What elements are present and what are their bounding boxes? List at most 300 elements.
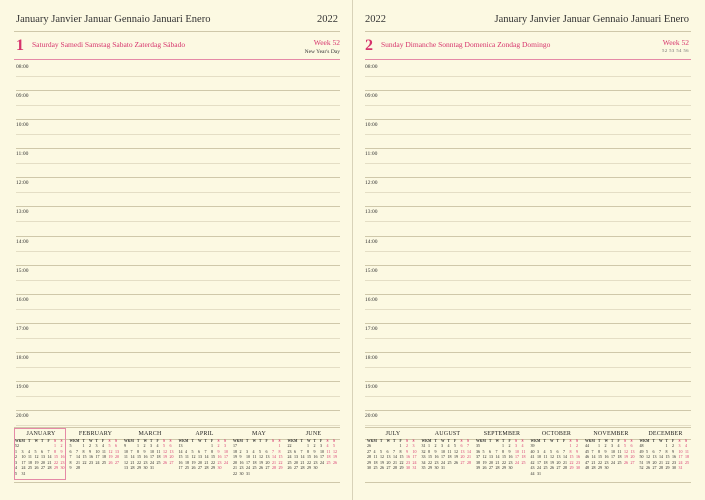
day-cell[interactable]: 2 bbox=[604, 443, 607, 448]
day-cell[interactable]: 30 bbox=[576, 465, 580, 471]
day-cell[interactable]: 20 bbox=[460, 454, 465, 460]
day-cell[interactable]: 24 bbox=[611, 459, 615, 465]
day-cell[interactable]: 12 bbox=[646, 454, 650, 460]
day-cell[interactable]: 16 bbox=[672, 454, 676, 460]
mini-calendar[interactable] bbox=[15, 431, 67, 477]
mini-calendar[interactable] bbox=[640, 431, 692, 471]
day-cell[interactable]: 15 bbox=[211, 454, 215, 460]
day-cell[interactable]: 14 bbox=[591, 454, 596, 460]
day-cell[interactable]: 16 bbox=[217, 454, 222, 460]
day-cell[interactable]: 25 bbox=[521, 459, 526, 465]
day-cell[interactable]: 17 bbox=[320, 454, 324, 460]
day-cell[interactable]: 22 bbox=[569, 459, 574, 465]
day-cell[interactable]: 25 bbox=[685, 459, 689, 465]
hour-row[interactable] bbox=[365, 353, 691, 382]
day-cell[interactable]: 10 bbox=[150, 448, 154, 454]
day-cell[interactable]: 25 bbox=[617, 459, 622, 465]
day-cell[interactable]: 15 bbox=[278, 454, 283, 460]
day-cell[interactable]: 26 bbox=[34, 465, 39, 471]
day-cell[interactable]: 16 bbox=[508, 454, 513, 460]
day-cell[interactable]: 23 bbox=[406, 459, 410, 465]
day-cell[interactable]: 16 bbox=[604, 454, 609, 460]
day-cell[interactable]: 21 bbox=[495, 459, 500, 465]
day-cell[interactable]: 22 bbox=[137, 459, 141, 465]
day-cell[interactable]: 8 bbox=[569, 448, 572, 454]
day-cell[interactable]: 12 bbox=[380, 454, 384, 460]
day-cell[interactable]: 20 bbox=[41, 459, 45, 465]
day-cell[interactable]: 28 bbox=[495, 465, 500, 471]
day-cell[interactable]: 2 bbox=[143, 443, 146, 448]
day-cell[interactable]: 23 bbox=[672, 459, 676, 465]
day-cell[interactable]: 12 bbox=[454, 448, 458, 454]
day-cell[interactable]: 23 bbox=[604, 459, 609, 465]
day-cell[interactable]: 1 bbox=[665, 443, 668, 448]
day-cell[interactable]: 9 bbox=[143, 448, 146, 454]
day-cell[interactable]: 2 bbox=[60, 443, 63, 448]
day-cell[interactable]: 3 bbox=[21, 448, 24, 454]
day-cell[interactable]: 26 bbox=[482, 465, 487, 471]
day-cell[interactable]: 31 bbox=[537, 470, 541, 476]
day-cell[interactable]: 29 bbox=[428, 465, 432, 471]
day-cell[interactable]: 29 bbox=[502, 465, 506, 471]
day-cell[interactable]: 30 bbox=[239, 470, 244, 476]
day-cell[interactable]: 18 bbox=[102, 454, 106, 460]
day-cell[interactable]: 30 bbox=[672, 465, 676, 471]
day-cell[interactable]: 4 bbox=[521, 443, 524, 448]
day-cell[interactable]: 15 bbox=[569, 454, 574, 460]
day-cell[interactable]: 19 bbox=[646, 459, 650, 465]
hour-row[interactable] bbox=[365, 62, 691, 91]
day-cell[interactable]: 9 bbox=[89, 448, 91, 454]
day-cell[interactable]: 16 bbox=[60, 454, 65, 460]
day-cell[interactable]: 17 bbox=[537, 459, 541, 465]
day-cell[interactable]: 22 bbox=[54, 459, 58, 465]
day-cell[interactable]: 3 bbox=[412, 443, 415, 448]
day-cell[interactable]: 13 bbox=[556, 454, 561, 460]
day-cell[interactable]: 18 bbox=[185, 459, 189, 465]
day-cell[interactable]: 16 bbox=[89, 454, 93, 460]
day-cell[interactable]: 29 bbox=[598, 465, 602, 471]
day-cell[interactable]: 11 bbox=[326, 448, 331, 454]
day-cell[interactable]: 16 bbox=[313, 454, 318, 460]
day-cell[interactable]: 5 bbox=[163, 443, 165, 448]
day-cell[interactable]: 28 bbox=[659, 465, 663, 471]
day-cell[interactable]: 8 bbox=[598, 448, 600, 454]
day-cell[interactable]: 1 bbox=[278, 443, 281, 448]
day-cell[interactable]: 12 bbox=[259, 454, 263, 460]
day-cell[interactable]: 28 bbox=[300, 465, 305, 471]
day-cell[interactable]: 5 bbox=[550, 448, 552, 454]
day-cell[interactable]: 27 bbox=[169, 459, 174, 465]
day-cell[interactable]: 2 bbox=[239, 448, 242, 454]
day-cell[interactable]: 24 bbox=[224, 459, 228, 465]
day-cell[interactable]: 29 bbox=[307, 465, 311, 471]
day-cell[interactable]: 30 bbox=[143, 465, 148, 471]
day-cell[interactable]: 22 bbox=[665, 459, 670, 465]
day-cell[interactable]: 6 bbox=[198, 448, 200, 454]
day-cell[interactable]: 14 bbox=[495, 454, 500, 460]
day-cell[interactable]: 5 bbox=[108, 443, 111, 448]
day-cell[interactable]: 14 bbox=[300, 454, 305, 460]
day-cell[interactable]: 10 bbox=[515, 448, 519, 454]
day-cell[interactable]: 1 bbox=[211, 443, 213, 448]
day-cell[interactable]: 8 bbox=[211, 448, 213, 454]
day-cell[interactable]: 20 bbox=[115, 454, 119, 460]
day-cell[interactable]: 3 bbox=[320, 443, 322, 448]
day-cell[interactable]: 20 bbox=[198, 459, 202, 465]
day-cell[interactable]: 5 bbox=[191, 448, 194, 454]
day-cell[interactable]: 12 bbox=[333, 448, 337, 454]
day-cell[interactable]: 1 bbox=[54, 443, 56, 448]
day-cell[interactable]: 19 bbox=[454, 454, 458, 460]
day-cell[interactable]: 12 bbox=[191, 454, 196, 460]
day-cell[interactable]: 11 bbox=[28, 454, 32, 460]
day-cell[interactable]: 15 bbox=[399, 454, 404, 460]
day-cell[interactable]: 31 bbox=[441, 465, 445, 471]
day-cell[interactable]: 11 bbox=[543, 454, 548, 460]
day-cell[interactable]: 1 bbox=[598, 443, 600, 448]
day-cell[interactable]: 26 bbox=[259, 465, 263, 471]
hour-row[interactable] bbox=[16, 324, 340, 353]
day-cell[interactable]: 10 bbox=[320, 448, 324, 454]
day-cell[interactable]: 17 bbox=[611, 454, 615, 460]
day-cell[interactable]: 21 bbox=[591, 459, 596, 465]
mini-calendar[interactable] bbox=[422, 431, 474, 471]
day-cell[interactable]: 24 bbox=[412, 459, 417, 465]
day-cell[interactable]: 7 bbox=[393, 448, 395, 454]
day-cell[interactable]: 26 bbox=[191, 465, 196, 471]
day-cell[interactable]: 31 bbox=[150, 465, 154, 471]
day-cell[interactable]: 21 bbox=[393, 459, 397, 465]
day-cell[interactable]: 21 bbox=[563, 459, 567, 465]
day-cell[interactable]: 2 bbox=[672, 443, 674, 448]
day-cell[interactable]: 25 bbox=[326, 459, 331, 465]
day-cell[interactable]: 28 bbox=[272, 465, 276, 471]
day-cell[interactable]: 23 bbox=[60, 459, 65, 465]
mini-calendar[interactable] bbox=[233, 431, 285, 477]
day-cell[interactable]: 31 bbox=[678, 465, 683, 471]
hour-row[interactable] bbox=[16, 237, 340, 266]
day-cell[interactable]: 3 bbox=[95, 443, 98, 448]
day-cell[interactable]: 3 bbox=[537, 448, 539, 454]
day-cell[interactable]: 29 bbox=[569, 465, 574, 471]
day-cell[interactable]: 3 bbox=[678, 443, 681, 448]
day-cell[interactable]: 15 bbox=[307, 454, 311, 460]
day-cell[interactable]: 3 bbox=[150, 443, 152, 448]
day-cell[interactable]: 15 bbox=[82, 454, 87, 460]
day-cell[interactable]: 29 bbox=[54, 465, 58, 471]
day-cell[interactable]: 18 bbox=[521, 454, 526, 460]
day-cell[interactable]: 29 bbox=[137, 465, 141, 471]
day-cell[interactable]: 6 bbox=[169, 443, 172, 448]
day-cell[interactable]: 6 bbox=[630, 443, 633, 448]
day-cell[interactable]: 25 bbox=[373, 465, 378, 471]
day-cell[interactable]: 27 bbox=[294, 465, 298, 471]
day-cell[interactable]: 6 bbox=[652, 448, 655, 454]
day-cell[interactable]: 24 bbox=[537, 465, 541, 471]
day-cell[interactable]: 11 bbox=[373, 454, 378, 460]
day-cell[interactable]: 10 bbox=[95, 448, 100, 454]
day-cell[interactable]: 5 bbox=[380, 448, 382, 454]
day-cell[interactable]: 22 bbox=[428, 459, 432, 465]
hour-row[interactable] bbox=[16, 266, 340, 295]
day-cell[interactable]: 31 bbox=[412, 465, 417, 471]
day-cell[interactable]: 24 bbox=[21, 465, 26, 471]
day-cell[interactable]: 6 bbox=[115, 443, 117, 448]
day-cell[interactable]: 17 bbox=[441, 454, 445, 460]
day-cell[interactable]: 14 bbox=[76, 454, 80, 460]
day-cell[interactable]: 2 bbox=[576, 443, 578, 448]
day-cell[interactable]: 18 bbox=[326, 454, 331, 460]
day-cell[interactable]: 30 bbox=[313, 465, 318, 471]
day-cell[interactable]: 13 bbox=[115, 448, 119, 454]
day-cell[interactable]: 16 bbox=[239, 459, 244, 465]
day-cell[interactable]: 12 bbox=[482, 454, 487, 460]
day-cell[interactable]: 4 bbox=[28, 448, 30, 454]
day-cell[interactable]: 10 bbox=[441, 448, 445, 454]
day-cell[interactable]: 28 bbox=[47, 465, 52, 471]
hour-row[interactable] bbox=[365, 120, 691, 149]
day-cell[interactable]: 13 bbox=[41, 454, 45, 460]
day-cell[interactable]: 9 bbox=[217, 448, 220, 454]
day-cell[interactable]: 24 bbox=[678, 459, 683, 465]
day-cell[interactable]: 1 bbox=[399, 443, 402, 448]
day-cell[interactable]: 4 bbox=[447, 443, 450, 448]
hour-row[interactable] bbox=[365, 207, 691, 236]
day-cell[interactable]: 25 bbox=[447, 459, 452, 465]
day-cell[interactable]: 14 bbox=[393, 454, 397, 460]
day-cell[interactable]: 10 bbox=[537, 454, 541, 460]
day-cell[interactable]: 11 bbox=[185, 454, 189, 460]
day-cell[interactable]: 17 bbox=[21, 459, 26, 465]
day-cell[interactable]: 4 bbox=[252, 448, 255, 454]
day-cell[interactable]: 9 bbox=[576, 448, 578, 454]
day-cell[interactable]: 13 bbox=[489, 454, 493, 460]
day-cell[interactable]: 25 bbox=[102, 459, 106, 465]
day-cell[interactable]: 14 bbox=[563, 454, 567, 460]
day-cell[interactable]: 9 bbox=[60, 448, 63, 454]
day-cell[interactable]: 2 bbox=[406, 443, 408, 448]
day-cell[interactable]: 18 bbox=[685, 454, 689, 460]
mini-calendar[interactable] bbox=[179, 431, 231, 471]
day-cell[interactable]: 10 bbox=[224, 448, 228, 454]
day-cell[interactable]: 20 bbox=[265, 459, 270, 465]
day-cell[interactable]: 16 bbox=[406, 454, 410, 460]
day-cell[interactable]: 4 bbox=[102, 443, 104, 448]
day-cell[interactable]: 20 bbox=[489, 459, 493, 465]
hour-row[interactable] bbox=[365, 91, 691, 120]
day-cell[interactable]: 7 bbox=[563, 448, 565, 454]
day-cell[interactable]: 6 bbox=[489, 448, 491, 454]
day-cell[interactable]: 13 bbox=[294, 454, 298, 460]
day-cell[interactable]: 18 bbox=[156, 454, 161, 460]
day-cell[interactable]: 21 bbox=[272, 459, 276, 465]
day-cell[interactable]: 12 bbox=[34, 454, 39, 460]
day-cell[interactable]: 31 bbox=[246, 470, 250, 476]
day-cell[interactable]: 24 bbox=[320, 459, 324, 465]
day-cell[interactable]: 18 bbox=[28, 459, 32, 465]
day-cell[interactable]: 19 bbox=[482, 459, 487, 465]
day-cell[interactable]: 15 bbox=[54, 454, 58, 460]
day-cell[interactable]: 19 bbox=[624, 454, 628, 460]
day-cell[interactable]: 16 bbox=[143, 454, 148, 460]
day-cell[interactable]: 3 bbox=[224, 443, 226, 448]
day-cell[interactable]: 20 bbox=[630, 454, 635, 460]
day-cell[interactable]: 27 bbox=[652, 465, 657, 471]
day-cell[interactable]: 17 bbox=[95, 454, 100, 460]
day-cell[interactable]: 8 bbox=[137, 448, 139, 454]
day-cell[interactable]: 11 bbox=[521, 448, 526, 454]
day-cell[interactable]: 28 bbox=[204, 465, 209, 471]
day-cell[interactable]: 4 bbox=[543, 448, 546, 454]
day-cell[interactable]: 21 bbox=[204, 459, 209, 465]
day-cell[interactable]: 22 bbox=[502, 459, 506, 465]
day-cell[interactable]: 28 bbox=[76, 465, 80, 471]
day-cell[interactable]: 14 bbox=[659, 454, 663, 460]
day-cell[interactable]: 21 bbox=[130, 459, 135, 465]
day-cell[interactable]: 4 bbox=[156, 443, 159, 448]
day-cell[interactable]: 15 bbox=[598, 454, 602, 460]
day-cell[interactable]: 18 bbox=[543, 459, 548, 465]
day-cell[interactable]: 16 bbox=[576, 454, 580, 460]
day-cell[interactable]: 13 bbox=[460, 448, 465, 454]
day-cell[interactable]: 13 bbox=[169, 448, 174, 454]
day-cell[interactable]: 29 bbox=[278, 465, 283, 471]
hour-row[interactable] bbox=[365, 295, 691, 324]
day-cell[interactable]: 21 bbox=[300, 459, 305, 465]
day-cell[interactable]: 26 bbox=[108, 459, 113, 465]
day-cell[interactable]: 7 bbox=[204, 448, 207, 454]
day-cell[interactable]: 21 bbox=[659, 459, 663, 465]
day-cell[interactable]: 29 bbox=[399, 465, 404, 471]
day-cell[interactable]: 6 bbox=[460, 443, 463, 448]
day-cell[interactable]: 23 bbox=[143, 459, 148, 465]
day-cell[interactable]: 13 bbox=[630, 448, 635, 454]
day-cell[interactable]: 7 bbox=[130, 448, 133, 454]
day-cell[interactable]: 5 bbox=[482, 448, 485, 454]
day-cell[interactable]: 6 bbox=[265, 448, 268, 454]
day-cell[interactable]: 5 bbox=[454, 443, 456, 448]
day-cell[interactable]: 25 bbox=[252, 465, 257, 471]
day-cell[interactable]: 17 bbox=[246, 459, 250, 465]
day-cell[interactable]: 26 bbox=[380, 465, 384, 471]
day-cell[interactable]: 7 bbox=[300, 448, 303, 454]
day-cell[interactable]: 4 bbox=[685, 443, 687, 448]
day-cell[interactable]: 29 bbox=[665, 465, 670, 471]
hour-row[interactable] bbox=[16, 91, 340, 120]
day-cell[interactable]: 17 bbox=[224, 454, 228, 460]
day-cell[interactable]: 8 bbox=[278, 448, 281, 454]
day-cell[interactable]: 19 bbox=[550, 459, 554, 465]
day-cell[interactable]: 19 bbox=[163, 454, 167, 460]
day-cell[interactable]: 8 bbox=[82, 448, 85, 454]
day-cell[interactable]: 7 bbox=[76, 448, 78, 454]
day-cell[interactable]: 23 bbox=[576, 459, 580, 465]
day-cell[interactable]: 27 bbox=[460, 459, 465, 465]
day-cell[interactable]: 18 bbox=[617, 454, 622, 460]
day-cell[interactable]: 26 bbox=[454, 459, 458, 465]
day-cell[interactable]: 23 bbox=[239, 465, 244, 471]
day-cell[interactable]: 13 bbox=[652, 454, 657, 460]
day-cell[interactable]: 6 bbox=[41, 448, 43, 454]
day-cell[interactable]: 9 bbox=[434, 448, 437, 454]
day-cell[interactable]: 23 bbox=[89, 459, 93, 465]
day-cell[interactable]: 12 bbox=[108, 448, 113, 454]
day-cell[interactable]: 6 bbox=[294, 448, 296, 454]
day-cell[interactable]: 14 bbox=[272, 454, 276, 460]
day-cell[interactable]: 24 bbox=[95, 459, 100, 465]
day-cell[interactable]: 26 bbox=[333, 459, 337, 465]
day-cell[interactable]: 28 bbox=[130, 465, 135, 471]
hour-row[interactable] bbox=[365, 266, 691, 295]
hour-row[interactable] bbox=[16, 353, 340, 382]
day-cell[interactable]: 7 bbox=[659, 448, 661, 454]
day-cell[interactable]: 27 bbox=[386, 465, 391, 471]
day-cell[interactable]: 10 bbox=[246, 454, 250, 460]
day-cell[interactable]: 24 bbox=[246, 465, 250, 471]
day-cell[interactable]: 30 bbox=[60, 465, 65, 471]
day-cell[interactable]: 6 bbox=[556, 448, 559, 454]
day-cell[interactable]: 8 bbox=[399, 448, 402, 454]
day-cell[interactable]: 28 bbox=[393, 465, 397, 471]
mini-calendar[interactable] bbox=[288, 431, 340, 471]
day-cell[interactable]: 11 bbox=[617, 448, 622, 454]
day-cell[interactable]: 23 bbox=[434, 459, 439, 465]
day-cell[interactable]: 22 bbox=[598, 459, 602, 465]
day-cell[interactable]: 20 bbox=[386, 459, 391, 465]
day-cell[interactable]: 14 bbox=[204, 454, 209, 460]
day-cell[interactable]: 3 bbox=[611, 443, 613, 448]
day-cell[interactable]: 27 bbox=[41, 465, 45, 471]
day-cell[interactable]: 19 bbox=[333, 454, 337, 460]
day-cell[interactable]: 21 bbox=[467, 454, 471, 460]
day-cell[interactable]: 5 bbox=[259, 448, 261, 454]
day-cell[interactable]: 2 bbox=[217, 443, 220, 448]
day-cell[interactable]: 27 bbox=[630, 459, 635, 465]
day-cell[interactable]: 27 bbox=[198, 465, 202, 471]
day-cell[interactable]: 11 bbox=[102, 448, 106, 454]
day-cell[interactable]: 4 bbox=[185, 448, 187, 454]
day-cell[interactable]: 5 bbox=[333, 443, 335, 448]
day-cell[interactable]: 6 bbox=[386, 448, 389, 454]
day-cell[interactable]: 9 bbox=[604, 448, 607, 454]
day-cell[interactable]: 17 bbox=[515, 454, 519, 460]
day-cell[interactable]: 10 bbox=[21, 454, 26, 460]
day-cell[interactable]: 12 bbox=[550, 454, 554, 460]
day-cell[interactable]: 15 bbox=[502, 454, 506, 460]
day-cell[interactable]: 8 bbox=[307, 448, 309, 454]
day-cell[interactable]: 1 bbox=[569, 443, 572, 448]
day-cell[interactable]: 8 bbox=[54, 448, 56, 454]
day-cell[interactable]: 11 bbox=[156, 448, 161, 454]
day-cell[interactable]: 29 bbox=[211, 465, 215, 471]
day-cell[interactable]: 21 bbox=[47, 459, 52, 465]
day-cell[interactable]: 26 bbox=[163, 459, 167, 465]
hour-row[interactable] bbox=[365, 178, 691, 207]
day-cell[interactable]: 3 bbox=[246, 448, 248, 454]
day-cell[interactable]: 28 bbox=[591, 465, 596, 471]
day-cell[interactable]: 10 bbox=[611, 448, 615, 454]
day-cell[interactable]: 25 bbox=[156, 459, 161, 465]
day-cell[interactable]: 31 bbox=[21, 470, 26, 476]
day-cell[interactable]: 14 bbox=[130, 454, 135, 460]
day-cell[interactable]: 14 bbox=[47, 454, 52, 460]
day-cell[interactable]: 24 bbox=[150, 459, 154, 465]
day-cell[interactable]: 20 bbox=[169, 454, 174, 460]
day-cell[interactable]: 27 bbox=[556, 465, 561, 471]
day-cell[interactable]: 8 bbox=[428, 448, 430, 454]
day-cell[interactable]: 9 bbox=[406, 448, 408, 454]
